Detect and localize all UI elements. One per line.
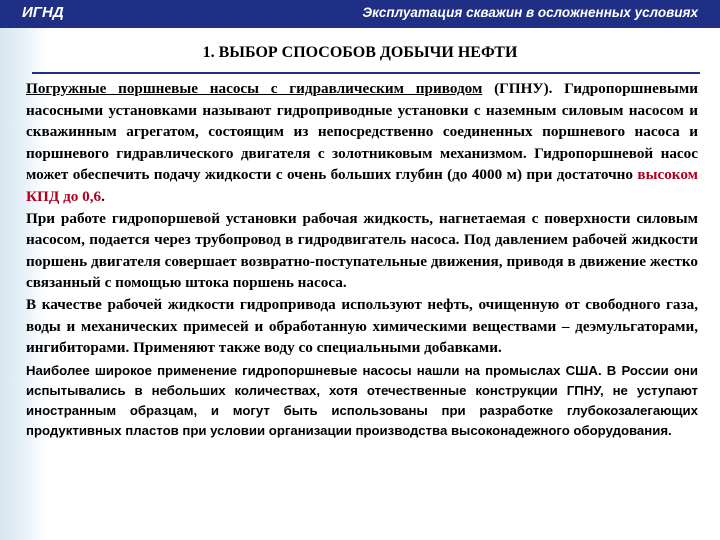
slide-body — [26, 78, 698, 441]
slide-title: 1. ВЫБОР СПОСОБОВ ДОБЫЧИ НЕФТИ — [202, 44, 518, 61]
org-name: ИГНД — [22, 4, 64, 21]
title-divider — [32, 72, 700, 74]
paragraph-1-text-a: (ГПНУ). Гидропоршневыми насосными установками называют гидроприводные установки с наземным силовым насосом и скважинным агрегатом, состоящим из непосредственно соединенных поршневого насоса и поршневого гидравлического двигателя с золотниковым механизмом. Гидропоршневой насос может обеспечить подачу жидкости с очень больших глубин (до 4000 м) при достаточно — [26, 80, 699, 184]
paragraph-1 — [26, 78, 698, 208]
paragraph-2: При работе гидропоршевой установки рабочая жидкость, нагнетаемая с поверхности силовым насосом, подается через трубопровод в гидродвигатель насоса. Под давлением рабочей жидкости поршень двигателя совершает возвратно-поступательные движения, приводя в движение жестко связанный с помощью штока поршень насоса. — [26, 209, 698, 292]
paragraph-4: Наиболее широкое применение гидропоршневые насосы нашли на промыслах США. В России они испытывались в небольших количествах, хотя отечественные конструкции ГПНУ, не уступают иностранным образцам, и могут быть использованы при разработке глубокозалегающих продуктивных пластов при условии организации производства высоконадежного оборудования. — [26, 362, 698, 438]
header-bar — [0, 0, 720, 28]
course-title: Эксплуатация скважин в осложненных условиях — [362, 5, 698, 20]
paragraph-3: В качестве рабочей жидкости гидропривода используют нефть, очищенную от свободного газа, воды и механических примесей и обработанную химическими веществами – деэмульгаторами, ингибиторами. Применяют также воду со специальными добавками. — [26, 295, 698, 357]
paragraph-1-text-b: . — [101, 187, 105, 205]
topic-link[interactable]: Погружные поршневые насосы с гидравлическим приводом — [26, 80, 483, 97]
efficiency-highlight: высоком КПД до 0,6 — [26, 166, 698, 205]
